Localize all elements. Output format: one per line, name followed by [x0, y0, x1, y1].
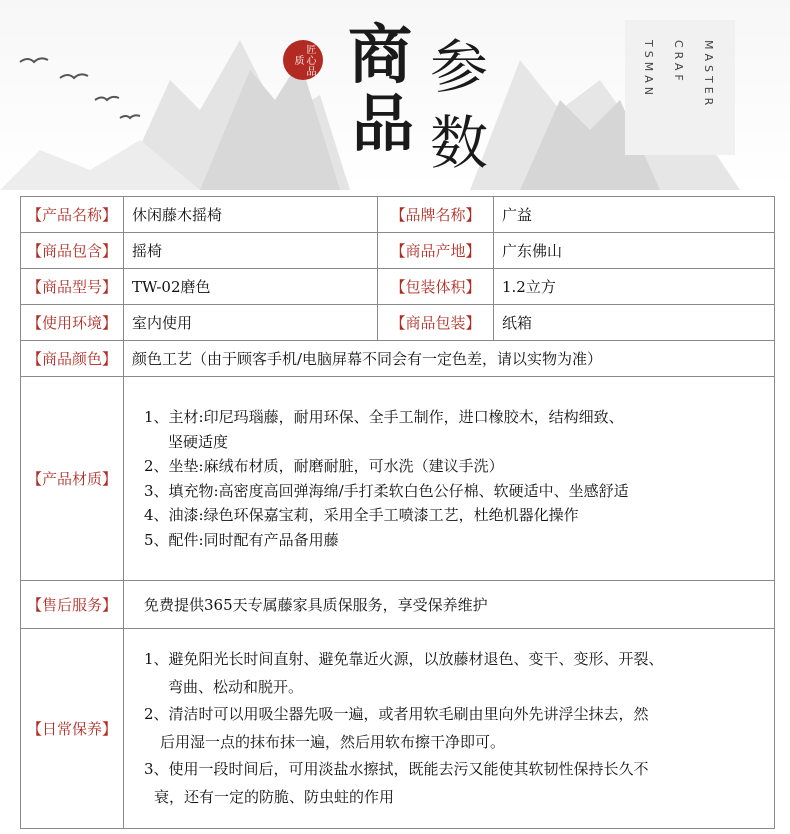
brand-line: MASTER [702, 40, 715, 110]
spec-label: 【商品产地】 [378, 233, 494, 269]
spec-value: 1.2立方 [494, 269, 775, 305]
table-row [21, 269, 775, 305]
spec-value: 广东佛山 [494, 233, 775, 269]
spec-label: 【品牌名称】 [378, 197, 494, 233]
spec-label: 【商品型号】 [21, 269, 124, 305]
table-row [21, 629, 775, 829]
list-item: 坚硬适度 [168, 432, 229, 451]
spec-label: 【包装体积】 [378, 269, 494, 305]
title-char: 品 [352, 87, 415, 160]
spec-label: 【商品包装】 [378, 305, 494, 341]
title-char: 数 [430, 109, 489, 177]
table-row [21, 197, 775, 233]
spec-value: TW-02磨色 [124, 269, 378, 305]
table-row [21, 377, 775, 581]
spec-label: 【商品包含】 [21, 233, 124, 269]
spec-label: 【商品颜色】 [21, 341, 124, 377]
title-char: 商 [348, 18, 412, 93]
spec-label: 【售后服务】 [21, 581, 124, 629]
list-item: 5、配件:同时配有产品备用藤 [144, 530, 339, 549]
header-banner [0, 0, 790, 190]
spec-value: 免费提供365天专属藤家具质保服务，享受保养维护 [124, 581, 775, 629]
product-spec-table [20, 196, 775, 829]
seal-stamp: 匠心品质 [283, 40, 323, 80]
spec-label: 【使用环境】 [21, 305, 124, 341]
spec-value: 摇椅 [124, 233, 378, 269]
spec-value: 颜色工艺（由于顾客手机/电脑屏幕不同会有一定色差，请以实物为准） [124, 341, 775, 377]
list-item: 后用湿一点的抹布抹一遍，然后用软布擦干净即可。 [160, 732, 506, 751]
list-item: 1、避免阳光长时间直射、避免靠近火源，以放藤材退色、变干、变形、开裂、 [144, 650, 664, 668]
list-item: 3、填充物:高密度高回弹海绵/手打柔软白色公仔棉、软硬适中、坐感舒适 [144, 481, 629, 500]
title-char: 参 [430, 33, 489, 101]
brand-line: CRAF [672, 40, 685, 85]
spec-label: 【日常保养】 [21, 629, 124, 829]
table-row [21, 305, 775, 341]
list-item: 3、使用一段时间后，可用淡盐水擦拭，既能去污又能使其软韧性保持长久不 [144, 760, 649, 778]
care-list [124, 629, 775, 829]
spec-value: 休闲藤木摇椅 [124, 197, 378, 233]
list-item: 弯曲、松动和脱开。 [168, 677, 304, 696]
table-row [21, 341, 775, 377]
list-item: 1、主材:印尼玛瑙藤，耐用环保、全手工制作，进口橡胶木，结构细致、 [144, 408, 624, 426]
spec-value: 纸箱 [494, 305, 775, 341]
spec-value: 室内使用 [124, 305, 378, 341]
brand-line: TSMAN [642, 40, 655, 99]
spec-label: 【产品名称】 [21, 197, 124, 233]
spec-label: 【产品材质】 [21, 377, 124, 581]
list-item: 衰，还有一定的防脆、防虫蛀的作用 [154, 787, 395, 806]
table-row [21, 233, 775, 269]
spec-value: 广益 [494, 197, 775, 233]
material-list [124, 377, 775, 581]
list-item: 2、坐垫:麻绒布材质，耐磨耐脏，可水洗（建议手洗） [144, 457, 504, 475]
list-item: 4、油漆:绿色环保嘉宝莉，采用全手工喷漆工艺，杜绝机器化操作 [144, 506, 579, 524]
table-row [21, 581, 775, 629]
list-item: 2、清洁时可以用吸尘器先吸一遍，或者用软毛刷由里向外先讲浮尘抹去，然 [144, 705, 649, 723]
